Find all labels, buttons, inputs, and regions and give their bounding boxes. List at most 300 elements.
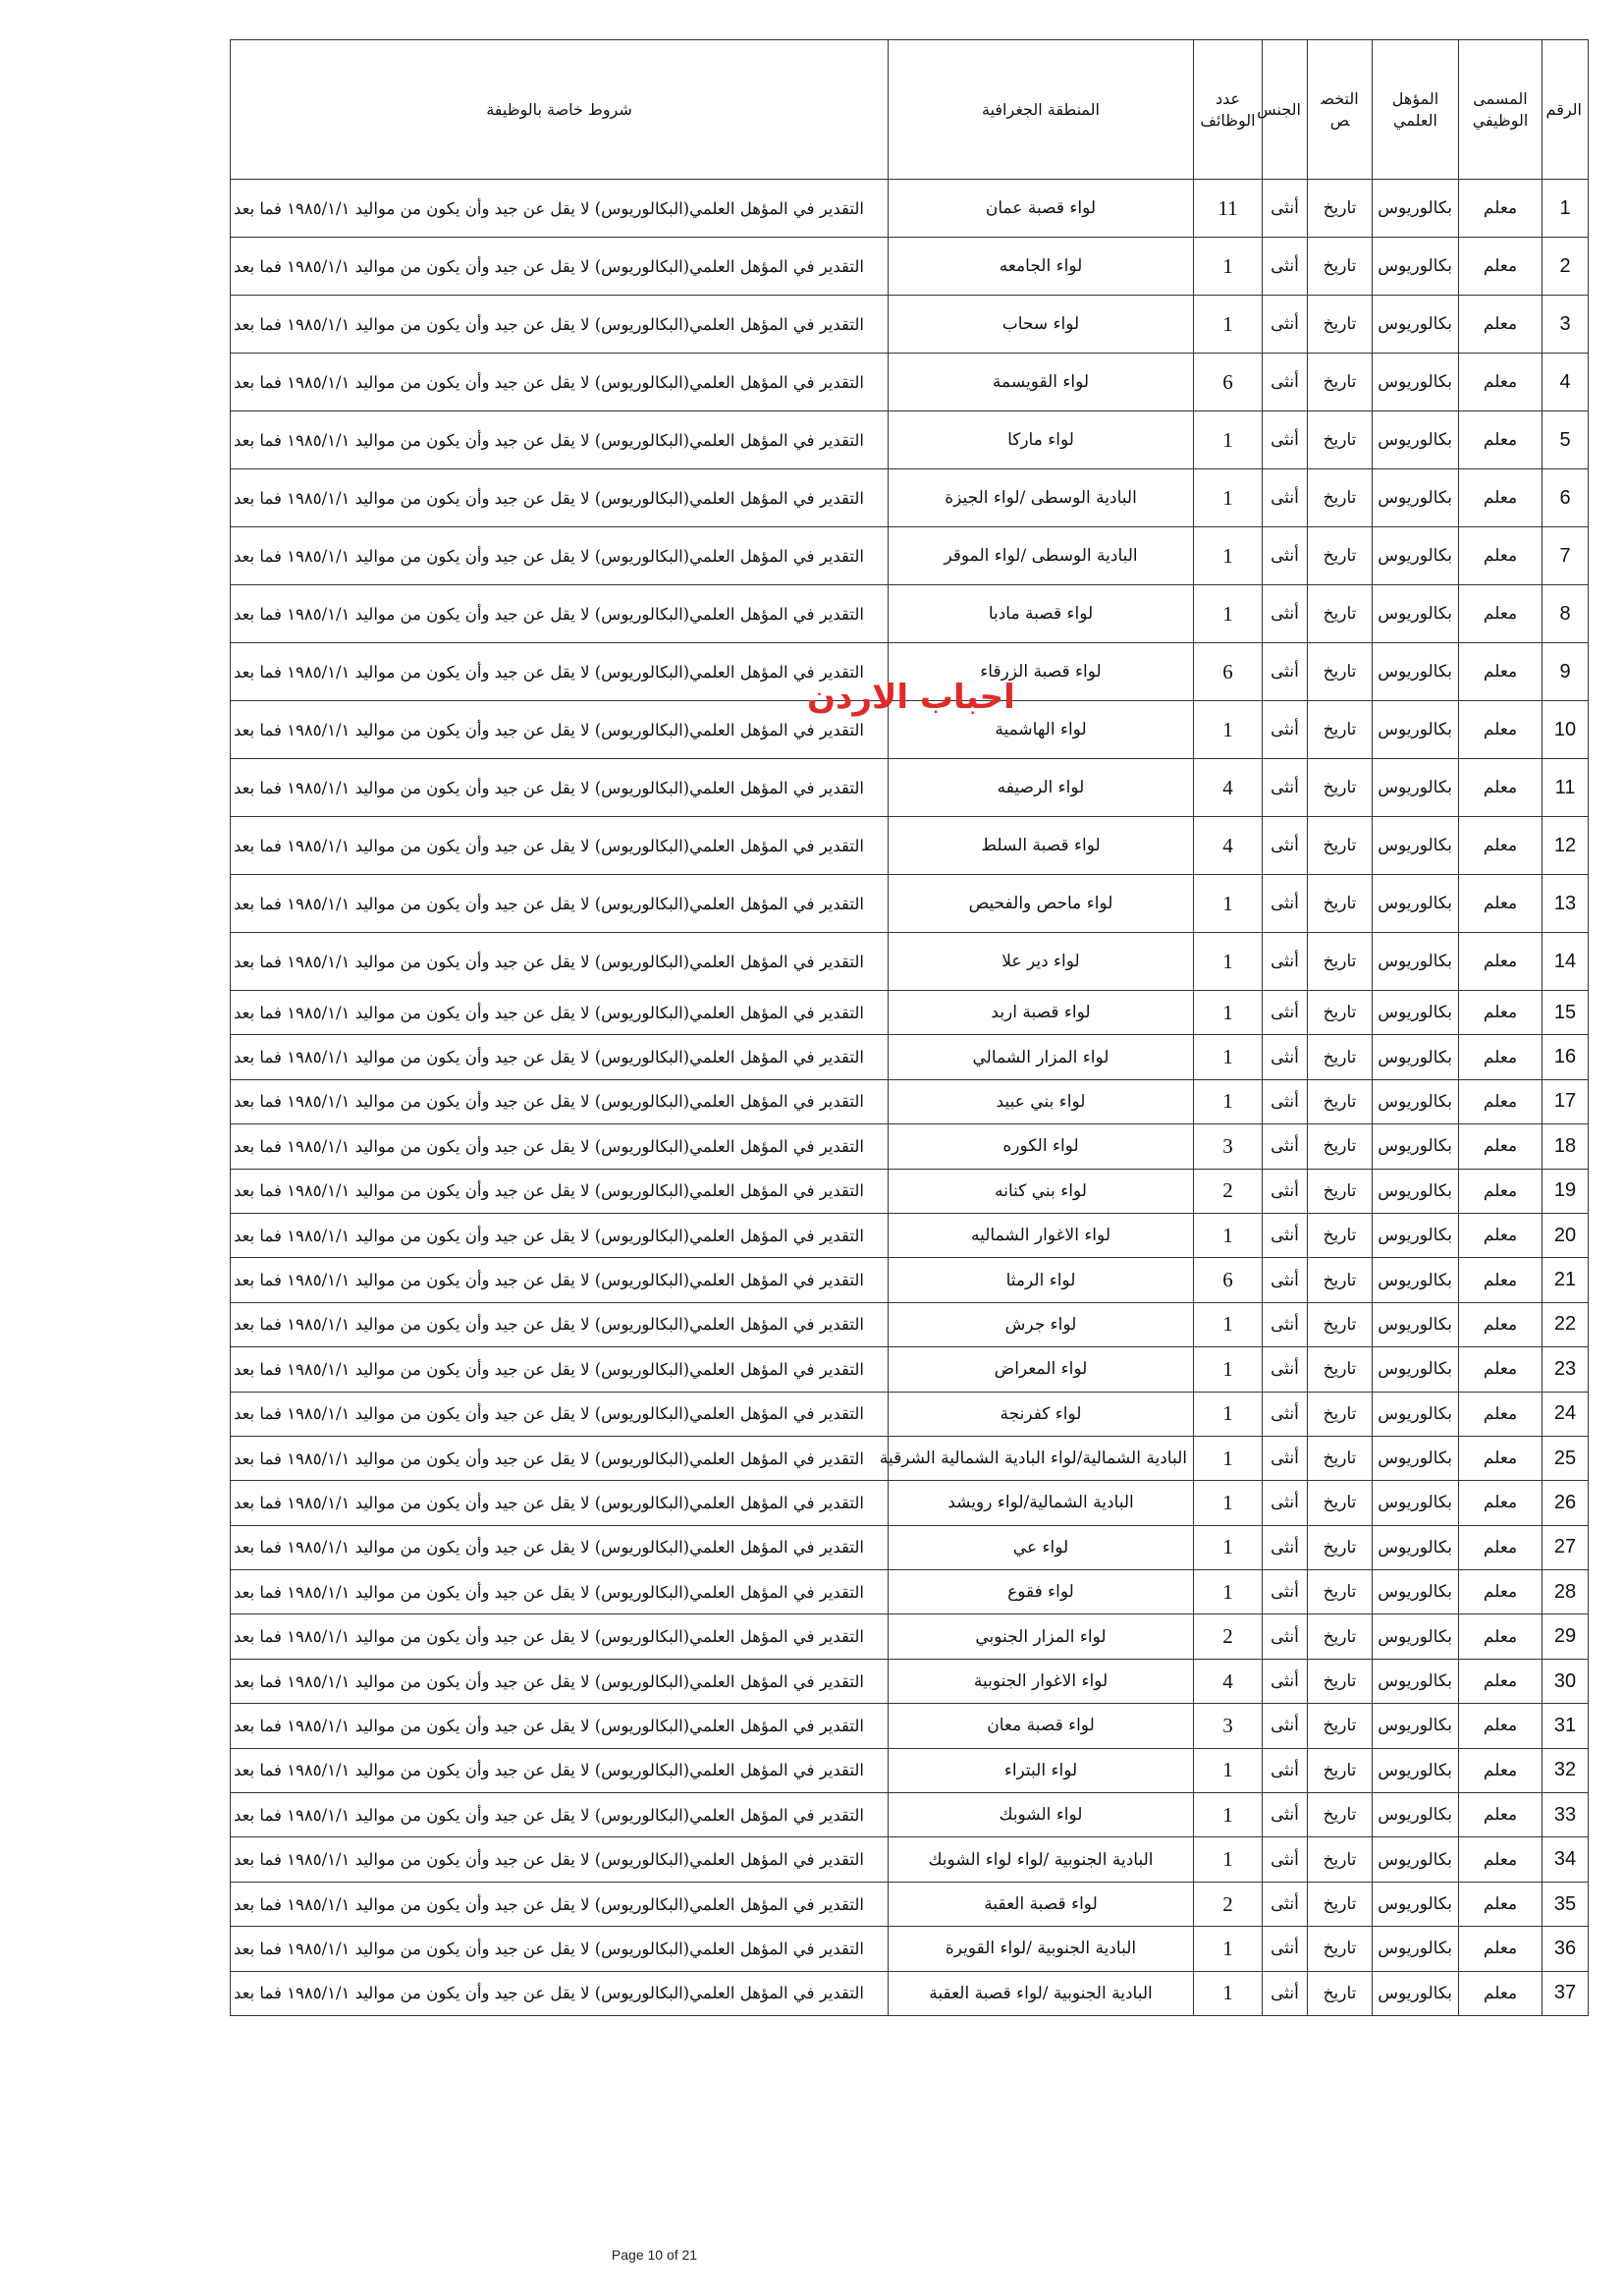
row-specialization: تاريخ	[1308, 1971, 1373, 2015]
row-qualification: بكالوريوس	[1373, 1748, 1459, 1792]
row-conditions: التقدير في المؤهل العلمي(البكالوريوس) لا يقل عن جيد وأن يكون من مواليد ١٩٨٥/١/١ فما بعد	[231, 1213, 889, 1257]
row-specialization: تاريخ	[1308, 1882, 1373, 1926]
row-conditions: التقدير في المؤهل العلمي(البكالوريوس) لا يقل عن جيد وأن يكون من مواليد ١٩٨٥/١/١ فما بعد	[231, 1614, 889, 1659]
row-conditions: التقدير في المؤهل العلمي(البكالوريوس) لا يقل عن جيد وأن يكون من مواليد ١٩٨٥/١/١ فما بعد	[231, 296, 889, 354]
row-conditions: التقدير في المؤهل العلمي(البكالوريوس) لا يقل عن جيد وأن يكون من مواليد ١٩٨٥/١/١ فما بعد	[231, 1436, 889, 1480]
row-region: لواء المزار الشمالي	[889, 1035, 1194, 1079]
row-qualification: بكالوريوس	[1373, 527, 1459, 585]
row-conditions: التقدير في المؤهل العلمي(البكالوريوس) لا يقل عن جيد وأن يكون من مواليد ١٩٨٥/١/١ فما بعد	[231, 1570, 889, 1614]
table-row	[231, 1882, 1589, 1926]
row-qualification: بكالوريوس	[1373, 1302, 1459, 1346]
table-row	[231, 1971, 1589, 2015]
table-row	[231, 1035, 1589, 1079]
row-number: 30	[1542, 1659, 1589, 1703]
row-conditions: التقدير في المؤهل العلمي(البكالوريوس) لا يقل عن جيد وأن يكون من مواليد ١٩٨٥/١/١ فما بعد	[231, 1079, 889, 1123]
row-qualification: بكالوريوس	[1373, 180, 1459, 238]
row-gender: أنثى	[1263, 1659, 1308, 1703]
row-number: 11	[1542, 759, 1589, 817]
row-conditions: التقدير في المؤهل العلمي(البكالوريوس) لا يقل عن جيد وأن يكون من مواليد ١٩٨٥/١/١ فما بعد	[231, 1302, 889, 1346]
row-conditions: التقدير في المؤهل العلمي(البكالوريوس) لا يقل عن جيد وأن يكون من مواليد ١٩٨٥/١/١ فما بعد	[231, 1124, 889, 1169]
row-qualification: بكالوريوس	[1373, 1436, 1459, 1480]
row-conditions: التقدير في المؤهل العلمي(البكالوريوس) لا يقل عن جيد وأن يكون من مواليد ١٩٨٥/١/١ فما بعد	[231, 759, 889, 817]
row-job-title: معلم	[1459, 1258, 1542, 1302]
row-vacancy-count: 4	[1194, 817, 1263, 875]
table-body	[231, 180, 1589, 2016]
table-row	[231, 354, 1589, 411]
row-gender: أنثى	[1263, 411, 1308, 469]
row-gender: أنثى	[1263, 1882, 1308, 1926]
row-job-title: معلم	[1459, 991, 1542, 1035]
row-specialization: تاريخ	[1308, 1213, 1373, 1257]
table-row	[231, 1748, 1589, 1792]
row-job-title: معلم	[1459, 1079, 1542, 1123]
row-region: لواء قصبة مادبا	[889, 585, 1194, 643]
row-number: 35	[1542, 1882, 1589, 1926]
table-header	[231, 40, 1589, 180]
row-gender: أنثى	[1263, 238, 1308, 296]
table-row	[231, 1124, 1589, 1169]
row-region: البادية الجنوبية /لواء القويرة	[889, 1927, 1194, 1971]
row-job-title: معلم	[1459, 180, 1542, 238]
row-job-title: معلم	[1459, 411, 1542, 469]
row-qualification: بكالوريوس	[1373, 1570, 1459, 1614]
row-gender: أنثى	[1263, 759, 1308, 817]
row-qualification: بكالوريوس	[1373, 585, 1459, 643]
table-row	[231, 1169, 1589, 1213]
row-job-title: معلم	[1459, 1882, 1542, 1926]
row-qualification: بكالوريوس	[1373, 1793, 1459, 1837]
row-job-title: معلم	[1459, 817, 1542, 875]
row-specialization: تاريخ	[1308, 1927, 1373, 1971]
row-conditions: التقدير في المؤهل العلمي(البكالوريوس) لا يقل عن جيد وأن يكون من مواليد ١٩٨٥/١/١ فما بعد	[231, 585, 889, 643]
row-job-title: معلم	[1459, 1481, 1542, 1525]
row-job-title: معلم	[1459, 1837, 1542, 1882]
row-gender: أنثى	[1263, 1079, 1308, 1123]
table-row	[231, 1927, 1589, 1971]
row-vacancy-count: 1	[1194, 585, 1263, 643]
row-vacancy-count: 1	[1194, 469, 1263, 527]
table-row	[231, 1614, 1589, 1659]
row-vacancy-count: 1	[1194, 875, 1263, 933]
header-conditions: شروط خاصة بالوظيفة	[231, 40, 889, 180]
row-specialization: تاريخ	[1308, 1035, 1373, 1079]
row-region: لواء ماركا	[889, 411, 1194, 469]
row-number: 3	[1542, 296, 1589, 354]
row-gender: أنثى	[1263, 469, 1308, 527]
page-footer: Page 10 of 21	[611, 2247, 698, 2263]
header-title: المسمى الوظيفي	[1459, 40, 1542, 180]
row-region: البادية الوسطى /لواء الجيزة	[889, 469, 1194, 527]
row-number: 36	[1542, 1927, 1589, 1971]
row-job-title: معلم	[1459, 1436, 1542, 1480]
row-specialization: تاريخ	[1308, 1079, 1373, 1123]
row-region: لواء الشوبك	[889, 1793, 1194, 1837]
row-specialization: تاريخ	[1308, 296, 1373, 354]
row-vacancy-count: 1	[1194, 1302, 1263, 1346]
table-row	[231, 469, 1589, 527]
row-gender: أنثى	[1263, 1302, 1308, 1346]
table-row	[231, 1213, 1589, 1257]
row-qualification: بكالوريوس	[1373, 1213, 1459, 1257]
row-gender: أنثى	[1263, 1793, 1308, 1837]
row-specialization: تاريخ	[1308, 1124, 1373, 1169]
row-gender: أنثى	[1263, 1124, 1308, 1169]
row-qualification: بكالوريوس	[1373, 933, 1459, 991]
row-region: البادية الشمالية/لواء البادية الشمالية الشرقية	[889, 1436, 1194, 1480]
row-gender: أنثى	[1263, 1704, 1308, 1748]
row-number: 18	[1542, 1124, 1589, 1169]
row-vacancy-count: 6	[1194, 354, 1263, 411]
row-job-title: معلم	[1459, 238, 1542, 296]
row-gender: أنثى	[1263, 1837, 1308, 1882]
row-job-title: معلم	[1459, 354, 1542, 411]
row-gender: أنثى	[1263, 1347, 1308, 1392]
row-job-title: معلم	[1459, 527, 1542, 585]
row-specialization: تاريخ	[1308, 759, 1373, 817]
row-vacancy-count: 1	[1194, 238, 1263, 296]
row-region: لواء ماحص والفحيص	[889, 875, 1194, 933]
row-job-title: معلم	[1459, 1793, 1542, 1837]
row-qualification: بكالوريوس	[1373, 759, 1459, 817]
row-conditions: التقدير في المؤهل العلمي(البكالوريوس) لا يقل عن جيد وأن يكون من مواليد ١٩٨٥/١/١ فما بعد	[231, 1704, 889, 1748]
row-region: لواء قصبة معان	[889, 1704, 1194, 1748]
row-gender: أنثى	[1263, 585, 1308, 643]
row-job-title: معلم	[1459, 1570, 1542, 1614]
row-number: 20	[1542, 1213, 1589, 1257]
row-job-title: معلم	[1459, 933, 1542, 991]
row-gender: أنثى	[1263, 1436, 1308, 1480]
row-vacancy-count: 1	[1194, 1570, 1263, 1614]
row-vacancy-count: 1	[1194, 1927, 1263, 1971]
row-qualification: بكالوريوس	[1373, 296, 1459, 354]
row-qualification: بكالوريوس	[1373, 1258, 1459, 1302]
row-specialization: تاريخ	[1308, 180, 1373, 238]
row-vacancy-count: 1	[1194, 1481, 1263, 1525]
row-vacancy-count: 11	[1194, 180, 1263, 238]
row-qualification: بكالوريوس	[1373, 1659, 1459, 1703]
row-qualification: بكالوريوس	[1373, 1704, 1459, 1748]
row-number: 21	[1542, 1258, 1589, 1302]
row-specialization: تاريخ	[1308, 991, 1373, 1035]
row-specialization: تاريخ	[1308, 1570, 1373, 1614]
row-specialization: تاريخ	[1308, 238, 1373, 296]
row-qualification: بكالوريوس	[1373, 354, 1459, 411]
row-region: لواء الرصيفه	[889, 759, 1194, 817]
row-vacancy-count: 4	[1194, 1659, 1263, 1703]
table-row	[231, 296, 1589, 354]
table-row	[231, 1525, 1589, 1569]
row-specialization: تاريخ	[1308, 817, 1373, 875]
row-job-title: معلم	[1459, 1302, 1542, 1346]
table-row	[231, 817, 1589, 875]
row-region: لواء قصبة السلط	[889, 817, 1194, 875]
row-vacancy-count: 4	[1194, 759, 1263, 817]
row-qualification: بكالوريوس	[1373, 701, 1459, 759]
row-conditions: التقدير في المؤهل العلمي(البكالوريوس) لا يقل عن جيد وأن يكون من مواليد ١٩٨٥/١/١ فما بعد	[231, 875, 889, 933]
row-number: 2	[1542, 238, 1589, 296]
row-vacancy-count: 1	[1194, 1525, 1263, 1569]
row-region: لواء دير علا	[889, 933, 1194, 991]
row-conditions: التقدير في المؤهل العلمي(البكالوريوس) لا يقل عن جيد وأن يكون من مواليد ١٩٨٥/١/١ فما بعد	[231, 469, 889, 527]
row-region: لواء قصبة العقبة	[889, 1882, 1194, 1926]
row-gender: أنثى	[1263, 296, 1308, 354]
row-gender: أنثى	[1263, 1525, 1308, 1569]
row-vacancy-count: 1	[1194, 1347, 1263, 1392]
row-number: 17	[1542, 1079, 1589, 1123]
row-vacancy-count: 6	[1194, 1258, 1263, 1302]
row-gender: أنثى	[1263, 875, 1308, 933]
table-row	[231, 1659, 1589, 1703]
row-gender: أنثى	[1263, 817, 1308, 875]
row-gender: أنثى	[1263, 1570, 1308, 1614]
row-number: 16	[1542, 1035, 1589, 1079]
table-row	[231, 991, 1589, 1035]
row-number: 19	[1542, 1169, 1589, 1213]
row-gender: أنثى	[1263, 1748, 1308, 1792]
row-specialization: تاريخ	[1308, 875, 1373, 933]
table-row	[231, 1347, 1589, 1392]
row-conditions: التقدير في المؤهل العلمي(البكالوريوس) لا يقل عن جيد وأن يكون من مواليد ١٩٨٥/١/١ فما بعد	[231, 991, 889, 1035]
row-gender: أنثى	[1263, 1971, 1308, 2015]
row-specialization: تاريخ	[1308, 1392, 1373, 1436]
row-region: لواء المزار الجنوبي	[889, 1614, 1194, 1659]
row-qualification: بكالوريوس	[1373, 1927, 1459, 1971]
row-vacancy-count: 1	[1194, 1971, 1263, 2015]
row-region: لواء جرش	[889, 1302, 1194, 1346]
row-job-title: معلم	[1459, 701, 1542, 759]
row-region: لواء قصبة عمان	[889, 180, 1194, 238]
row-number: 24	[1542, 1392, 1589, 1436]
row-gender: أنثى	[1263, 991, 1308, 1035]
header-num: الرقم	[1542, 40, 1589, 180]
row-vacancy-count: 1	[1194, 991, 1263, 1035]
row-gender: أنثى	[1263, 180, 1308, 238]
row-job-title: معلم	[1459, 1392, 1542, 1436]
row-number: 4	[1542, 354, 1589, 411]
row-specialization: تاريخ	[1308, 585, 1373, 643]
row-gender: أنثى	[1263, 933, 1308, 991]
row-vacancy-count: 1	[1194, 1748, 1263, 1792]
row-qualification: بكالوريوس	[1373, 817, 1459, 875]
row-specialization: تاريخ	[1308, 701, 1373, 759]
table-row	[231, 1258, 1589, 1302]
row-vacancy-count: 1	[1194, 701, 1263, 759]
row-region: البادية الجنوبية /لواء قصبة العقبة	[889, 1971, 1194, 2015]
row-qualification: بكالوريوس	[1373, 1169, 1459, 1213]
row-job-title: معلم	[1459, 585, 1542, 643]
row-number: 13	[1542, 875, 1589, 933]
row-region: لواء الرمثا	[889, 1258, 1194, 1302]
row-vacancy-count: 1	[1194, 1793, 1263, 1837]
row-vacancy-count: 1	[1194, 933, 1263, 991]
row-job-title: معلم	[1459, 1659, 1542, 1703]
row-qualification: بكالوريوس	[1373, 1079, 1459, 1123]
row-job-title: معلم	[1459, 296, 1542, 354]
row-job-title: معلم	[1459, 1748, 1542, 1792]
header-gender: الجنس	[1263, 40, 1308, 180]
table-row	[231, 1392, 1589, 1436]
row-number: 6	[1542, 469, 1589, 527]
row-job-title: معلم	[1459, 1169, 1542, 1213]
row-conditions: التقدير في المؤهل العلمي(البكالوريوس) لا يقل عن جيد وأن يكون من مواليد ١٩٨٥/١/١ فما بعد	[231, 1882, 889, 1926]
row-gender: أنثى	[1263, 1258, 1308, 1302]
row-conditions: التقدير في المؤهل العلمي(البكالوريوس) لا يقل عن جيد وأن يكون من مواليد ١٩٨٥/١/١ فما بعد	[231, 1169, 889, 1213]
row-number: 10	[1542, 701, 1589, 759]
row-specialization: تاريخ	[1308, 411, 1373, 469]
row-job-title: معلم	[1459, 759, 1542, 817]
row-number: 25	[1542, 1436, 1589, 1480]
row-conditions: التقدير في المؤهل العلمي(البكالوريوس) لا يقل عن جيد وأن يكون من مواليد ١٩٨٥/١/١ فما بعد	[231, 1525, 889, 1569]
row-specialization: تاريخ	[1308, 1302, 1373, 1346]
header-region: المنطقة الجغرافية	[889, 40, 1194, 180]
table-row	[231, 875, 1589, 933]
row-region: لواء القويسمة	[889, 354, 1194, 411]
row-job-title: معلم	[1459, 1927, 1542, 1971]
row-conditions: التقدير في المؤهل العلمي(البكالوريوس) لا يقل عن جيد وأن يكون من مواليد ١٩٨٥/١/١ فما بعد	[231, 1659, 889, 1703]
row-specialization: تاريخ	[1308, 1837, 1373, 1882]
row-gender: أنثى	[1263, 1035, 1308, 1079]
row-region: لواء الكوره	[889, 1124, 1194, 1169]
row-job-title: معلم	[1459, 1704, 1542, 1748]
table-row	[231, 759, 1589, 817]
row-number: 34	[1542, 1837, 1589, 1882]
row-job-title: معلم	[1459, 1614, 1542, 1659]
row-region: البادية الوسطى /لواء الموقر	[889, 527, 1194, 585]
row-specialization: تاريخ	[1308, 1614, 1373, 1659]
row-specialization: تاريخ	[1308, 1481, 1373, 1525]
row-specialization: تاريخ	[1308, 1748, 1373, 1792]
row-qualification: بكالوريوس	[1373, 1481, 1459, 1525]
row-gender: أنثى	[1263, 354, 1308, 411]
row-region: لواء قصبة اربد	[889, 991, 1194, 1035]
row-qualification: بكالوريوس	[1373, 991, 1459, 1035]
row-number: 31	[1542, 1704, 1589, 1748]
table-row	[231, 1481, 1589, 1525]
table-row	[231, 180, 1589, 238]
row-specialization: تاريخ	[1308, 1258, 1373, 1302]
row-number: 28	[1542, 1570, 1589, 1614]
row-job-title: معلم	[1459, 469, 1542, 527]
row-specialization: تاريخ	[1308, 1704, 1373, 1748]
row-number: 7	[1542, 527, 1589, 585]
table-row	[231, 933, 1589, 991]
table-row	[231, 585, 1589, 643]
row-vacancy-count: 3	[1194, 1124, 1263, 1169]
row-number: 37	[1542, 1971, 1589, 2015]
row-conditions: التقدير في المؤهل العلمي(البكالوريوس) لا يقل عن جيد وأن يكون من مواليد ١٩٨٥/١/١ فما بعد	[231, 933, 889, 991]
row-conditions: التقدير في المؤهل العلمي(البكالوريوس) لا يقل عن جيد وأن يكون من مواليد ١٩٨٥/١/١ فما بعد	[231, 1748, 889, 1792]
row-conditions: التقدير في المؤهل العلمي(البكالوريوس) لا يقل عن جيد وأن يكون من مواليد ١٩٨٥/١/١ فما بعد	[231, 1347, 889, 1392]
row-region: لواء سحاب	[889, 296, 1194, 354]
row-qualification: بكالوريوس	[1373, 1392, 1459, 1436]
row-gender: أنثى	[1263, 527, 1308, 585]
row-specialization: تاريخ	[1308, 1659, 1373, 1703]
row-conditions: التقدير في المؤهل العلمي(البكالوريوس) لا يقل عن جيد وأن يكون من مواليد ١٩٨٥/١/١ فما بعد	[231, 1481, 889, 1525]
header-row	[231, 40, 1589, 180]
row-gender: أنثى	[1263, 643, 1308, 701]
row-vacancy-count: 1	[1194, 1837, 1263, 1882]
row-number: 12	[1542, 817, 1589, 875]
row-conditions: التقدير في المؤهل العلمي(البكالوريوس) لا يقل عن جيد وأن يكون من مواليد ١٩٨٥/١/١ فما بعد	[231, 817, 889, 875]
row-gender: أنثى	[1263, 1481, 1308, 1525]
row-region: لواء الاغوار الجنوبية	[889, 1659, 1194, 1703]
row-vacancy-count: 6	[1194, 643, 1263, 701]
row-conditions: التقدير في المؤهل العلمي(البكالوريوس) لا يقل عن جيد وأن يكون من مواليد ١٩٨٥/١/١ فما بعد	[231, 1927, 889, 1971]
row-number: 15	[1542, 991, 1589, 1035]
row-region: لواء الهاشمية	[889, 701, 1194, 759]
row-number: 22	[1542, 1302, 1589, 1346]
row-number: 23	[1542, 1347, 1589, 1392]
row-vacancy-count: 1	[1194, 1213, 1263, 1257]
header-qualification: المؤهل العلمي	[1373, 40, 1459, 180]
row-region: لواء الجامعه	[889, 238, 1194, 296]
row-conditions: التقدير في المؤهل العلمي(البكالوريوس) لا يقل عن جيد وأن يكون من مواليد ١٩٨٥/١/١ فما بعد	[231, 1971, 889, 2015]
row-number: 14	[1542, 933, 1589, 991]
row-vacancy-count: 1	[1194, 411, 1263, 469]
row-conditions: التقدير في المؤهل العلمي(البكالوريوس) لا يقل عن جيد وأن يكون من مواليد ١٩٨٥/١/١ فما بعد	[231, 354, 889, 411]
row-specialization: تاريخ	[1308, 1436, 1373, 1480]
row-conditions: التقدير في المؤهل العلمي(البكالوريوس) لا يقل عن جيد وأن يكون من مواليد ١٩٨٥/١/١ فما بعد	[231, 1392, 889, 1436]
row-region: البادية الجنوبية /لواء لواء الشوبك	[889, 1837, 1194, 1882]
jobs-table	[230, 39, 1589, 2016]
row-number: 33	[1542, 1793, 1589, 1837]
table-row	[231, 1079, 1589, 1123]
row-gender: أنثى	[1263, 701, 1308, 759]
row-number: 27	[1542, 1525, 1589, 1569]
row-conditions: التقدير في المؤهل العلمي(البكالوريوس) لا يقل عن جيد وأن يكون من مواليد ١٩٨٥/١/١ فما بعد	[231, 1258, 889, 1302]
row-conditions: التقدير في المؤهل العلمي(البكالوريوس) لا يقل عن جيد وأن يكون من مواليد ١٩٨٥/١/١ فما بعد	[231, 1035, 889, 1079]
row-qualification: بكالوريوس	[1373, 469, 1459, 527]
row-qualification: بكالوريوس	[1373, 1882, 1459, 1926]
row-number: 5	[1542, 411, 1589, 469]
row-job-title: معلم	[1459, 1971, 1542, 2015]
row-specialization: تاريخ	[1308, 1169, 1373, 1213]
header-specialization: التخصص	[1308, 40, 1373, 180]
row-qualification: بكالوريوس	[1373, 1525, 1459, 1569]
row-gender: أنثى	[1263, 1614, 1308, 1659]
row-qualification: بكالوريوس	[1373, 875, 1459, 933]
row-number: 26	[1542, 1481, 1589, 1525]
row-conditions: التقدير في المؤهل العلمي(البكالوريوس) لا يقل عن جيد وأن يكون من مواليد ١٩٨٥/١/١ فما بعد	[231, 1837, 889, 1882]
row-qualification: بكالوريوس	[1373, 1035, 1459, 1079]
row-job-title: معلم	[1459, 1525, 1542, 1569]
row-number: 8	[1542, 585, 1589, 643]
row-qualification: بكالوريوس	[1373, 1614, 1459, 1659]
row-region: لواء الاغوار الشماليه	[889, 1213, 1194, 1257]
table-row	[231, 238, 1589, 296]
row-region: لواء كفرنجة	[889, 1392, 1194, 1436]
row-vacancy-count: 2	[1194, 1169, 1263, 1213]
row-specialization: تاريخ	[1308, 354, 1373, 411]
table-row	[231, 1302, 1589, 1346]
row-qualification: بكالوريوس	[1373, 411, 1459, 469]
row-region: لواء قصبة الزرقاء	[889, 643, 1194, 701]
row-specialization: تاريخ	[1308, 1347, 1373, 1392]
watermark-text: احباب الاردن	[807, 678, 1015, 717]
row-job-title: معلم	[1459, 643, 1542, 701]
row-qualification: بكالوريوس	[1373, 1837, 1459, 1882]
row-job-title: معلم	[1459, 875, 1542, 933]
row-specialization: تاريخ	[1308, 643, 1373, 701]
row-vacancy-count: 1	[1194, 1035, 1263, 1079]
row-region: لواء المعراض	[889, 1347, 1194, 1392]
row-qualification: بكالوريوس	[1373, 238, 1459, 296]
row-vacancy-count: 1	[1194, 296, 1263, 354]
table-row	[231, 1436, 1589, 1480]
row-qualification: بكالوريوس	[1373, 1347, 1459, 1392]
table-row	[231, 1837, 1589, 1882]
row-specialization: تاريخ	[1308, 527, 1373, 585]
